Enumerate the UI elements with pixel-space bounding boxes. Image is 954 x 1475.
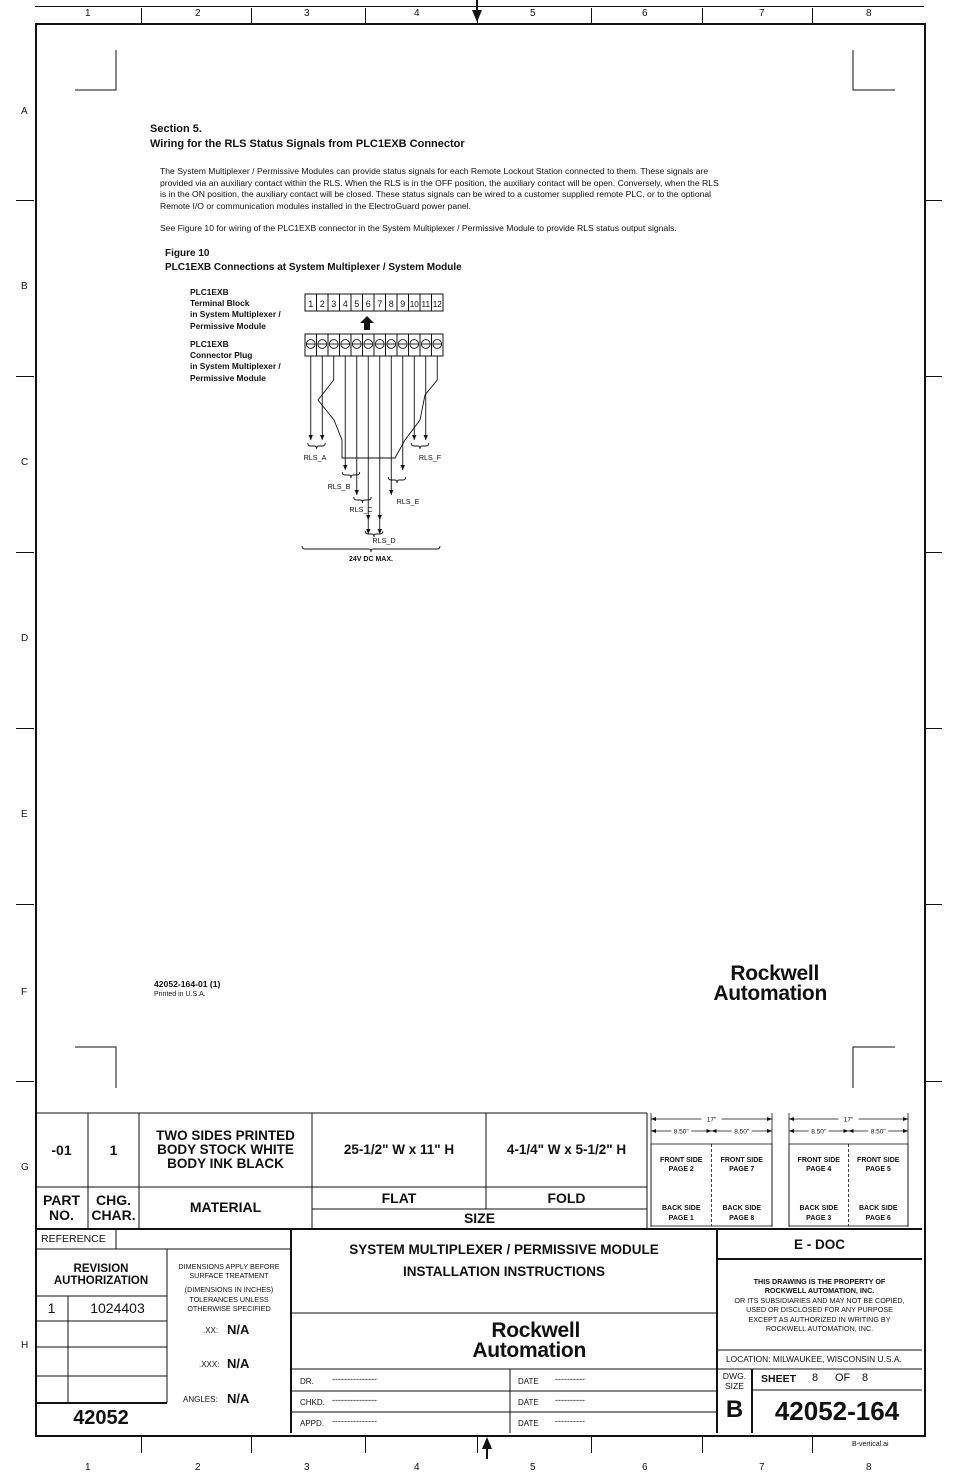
tolerance-angles-value: N/A <box>227 1391 250 1406</box>
column-label: 1 <box>85 8 91 19</box>
column-label: 8 <box>866 1462 872 1473</box>
location-text: LOCATION: MILWAUKEE, WISCONSIN U.S.A. <box>726 1354 902 1364</box>
drawn-by-label: DR. <box>300 1377 314 1386</box>
column-label: 7 <box>759 8 765 19</box>
fold-left-half-dim-arrow-icon <box>712 1129 717 1133</box>
logo-line: Automation <box>472 1338 586 1362</box>
fold-right-back-label: BACK SIDE <box>799 1205 839 1212</box>
revision-authorization-label <box>35 1260 167 1290</box>
revision-value: 1024403 <box>90 1300 145 1317</box>
fold-left-half-dim-arrow-icon <box>707 1129 712 1133</box>
tolerance-xxx-label: .XXX: <box>199 1360 220 1369</box>
notice-line: THIS DRAWING IS THE PROPERTY OF <box>753 1277 886 1286</box>
terminal-number: 11 <box>421 300 430 309</box>
logo-line: Automation <box>713 981 827 1005</box>
fold-left-half-dim-label: 8.50" <box>734 1128 750 1136</box>
terminal-number: 4 <box>342 299 348 309</box>
note-line: OTHERWISE SPECIFIED <box>187 1303 271 1313</box>
logo-line: Rockwell <box>491 1319 580 1342</box>
column-label: 7 <box>759 1462 765 1473</box>
label-line: PLC1EXB <box>190 339 229 349</box>
notice-line: ROCKWELL AUTOMATION, INC. <box>765 1324 874 1334</box>
column-label: 6 <box>642 8 648 19</box>
column-label: 2 <box>195 8 201 19</box>
material-line: TWO SIDES PRINTED <box>156 1127 295 1143</box>
column-label: 2 <box>195 1462 201 1473</box>
fold-left-half-dim-label: 8.50" <box>673 1128 689 1136</box>
drawn-by-value: --------------- <box>332 1374 377 1384</box>
date-value: ---------- <box>555 1374 585 1384</box>
paragraph-line: is in the ON position, the auxiliary contact will be closed. These status signals can be wired to a customer supplied remote PLC, or to the optional <box>160 189 712 199</box>
label-line: Permissive Module <box>190 320 266 331</box>
label-line: Connector Plug <box>190 350 253 361</box>
doc-id: 42052-164-01 (1) <box>154 979 221 989</box>
date-value: ---------- <box>555 1416 585 1426</box>
note-line: SURFACE TREATMENT <box>189 1271 269 1281</box>
chg-char-value: 1 <box>109 1141 118 1158</box>
rls-label: RLS_D <box>372 536 396 545</box>
terminal-number: 5 <box>354 299 360 309</box>
row-label: G <box>21 1162 29 1173</box>
notice-line: OR ITS SUBSIDIARIES AND MAY NOT BE COPIED, <box>734 1295 905 1305</box>
rls-label: RLS_F <box>418 453 442 462</box>
terminal-number: 8 <box>388 299 394 309</box>
row-label: H <box>21 1340 29 1351</box>
drawing-number: 42052-164 <box>774 1396 900 1427</box>
title-line: SYSTEM MULTIPLEXER / PERMISSIVE MODULE <box>349 1242 659 1257</box>
fold-right-half-dim-arrow-icon <box>844 1129 849 1133</box>
sheet-of-label: OF <box>835 1372 851 1384</box>
fold-left-half-dim-arrow-icon <box>651 1129 656 1133</box>
fold-left-total-dim-label: 17" <box>706 1116 717 1124</box>
label-line: Permissive Module <box>190 372 266 383</box>
voltage-label: 24V DC MAX. <box>349 556 393 563</box>
rls-label: RLS_B <box>327 482 351 491</box>
material-line: BODY INK BLACK <box>167 1156 284 1172</box>
notice-line: EXCEPT AS AUTHORIZED IN WRITING BY <box>748 1314 891 1324</box>
label-line: PART <box>42 1191 81 1208</box>
revision-number: 1 <box>47 1300 56 1317</box>
label-line: Terminal Block <box>190 298 250 309</box>
checked-by-label: CHKD. <box>300 1398 325 1407</box>
tolerance-xx-label: .XX: <box>203 1326 219 1335</box>
fold-size-value: 4-1/4" W x 5-1/2" H <box>506 1141 627 1157</box>
e-doc-label: E - DOC <box>793 1236 845 1252</box>
column-label: 3 <box>304 8 310 19</box>
fold-left-back-label: BACK SIDE <box>722 1205 762 1212</box>
dimensions-note <box>167 1262 291 1313</box>
paragraph-line: provided via an auxiliary contact within the RLS. When the RLS is in the OFF position, the auxiliary contact will be open. Conversely, when the RLS <box>160 177 719 188</box>
fold-label: FOLD <box>547 1189 586 1206</box>
terminal-number: 10 <box>409 300 419 309</box>
fold-left-back-label: BACK SIDE <box>661 1205 701 1212</box>
part-no-value: -01 <box>51 1141 72 1158</box>
label-line: in System Multiplexer / <box>190 361 281 372</box>
row-label: D <box>21 633 29 644</box>
note-line: DIMENSIONS APPLY BEFORE <box>178 1262 280 1271</box>
label-line: DWG. <box>722 1371 747 1381</box>
terminal-number: 3 <box>331 299 337 309</box>
approved-by-label: APPD. <box>300 1419 325 1428</box>
column-label: 1 <box>85 1462 91 1473</box>
material-label: MATERIAL <box>189 1199 262 1216</box>
dwg-size-label <box>717 1371 752 1391</box>
fold-left-half-dim-arrow-icon <box>767 1129 772 1133</box>
property-notice <box>717 1277 922 1333</box>
rls-label: RLS_C <box>349 505 373 514</box>
fold-right-half-dim-label: 8.50" <box>811 1128 827 1136</box>
logo-line: Rockwell <box>730 962 819 985</box>
fold-right-front-label: FRONT SIDE <box>797 1157 840 1164</box>
rockwell-logo-title-block <box>428 1321 586 1361</box>
row-label: B <box>21 281 28 292</box>
fold-left-front-label: PAGE 2 <box>668 1166 694 1173</box>
label-line: NO. <box>49 1206 74 1223</box>
fold-left-total-dim-arrow-icon <box>651 1117 656 1121</box>
section-subtitle: Wiring for the RLS Status Signals from PLC1EXB Connector <box>150 138 465 150</box>
row-label: A <box>21 106 28 117</box>
document-number: 42052 <box>73 1406 129 1429</box>
fold-right-front-label: PAGE 5 <box>865 1166 891 1173</box>
flat-label: FLAT <box>381 1189 417 1206</box>
title-line: INSTALLATION INSTRUCTIONS <box>403 1264 605 1279</box>
fold-left-back-label: PAGE 8 <box>729 1215 755 1222</box>
section-paragraph-2: See Figure 10 for wiring of the PLC1EXB connector in the System Multiplexer / Permissive Module to provide RLS status output signals. <box>160 223 677 233</box>
terminal-number: 1 <box>308 299 314 309</box>
date-label: DATE <box>518 1398 539 1407</box>
tolerance-xx-value: N/A <box>227 1322 250 1337</box>
sheet-total: 8 <box>862 1372 869 1384</box>
sheet-label: SHEET <box>761 1373 797 1385</box>
file-name: B-vertical.ai <box>852 1441 889 1448</box>
fold-right-half-dim-arrow-icon <box>789 1129 794 1133</box>
checked-by-value: --------------- <box>332 1395 377 1405</box>
rls-label: RLS_A <box>303 453 327 462</box>
column-label: 4 <box>414 1462 420 1473</box>
figure-label: Figure 10 <box>165 248 210 259</box>
fold-left-front-label: PAGE 7 <box>729 1166 755 1173</box>
fold-left-front-label: FRONT SIDE <box>720 1157 763 1164</box>
printed-note: Printed in U.S.A. <box>154 991 206 998</box>
terminal-number: 12 <box>432 300 442 309</box>
fold-right-back-label: BACK SIDE <box>858 1205 898 1212</box>
column-label: 8 <box>866 8 872 19</box>
terminal-number: 2 <box>319 299 325 309</box>
label-line: in System Multiplexer / <box>190 309 281 320</box>
notice-line: ROCKWELL AUTOMATION, INC. <box>764 1286 875 1296</box>
label-line: PLC1EXB <box>190 287 229 297</box>
fold-right-total-dim-label: 17" <box>843 1116 854 1124</box>
terminal-number: 9 <box>400 299 406 309</box>
drawing-title <box>291 1239 717 1283</box>
fold-right-half-dim-arrow-icon <box>849 1129 854 1133</box>
fold-right-front-label: FRONT SIDE <box>857 1157 900 1164</box>
flat-size-value: 25-1/2" W x 11" H <box>343 1141 455 1157</box>
fold-right-total-dim-arrow-icon <box>789 1117 794 1121</box>
rls-label: RLS_E <box>396 497 420 506</box>
row-label: F <box>21 987 28 998</box>
column-label: 3 <box>304 1462 310 1473</box>
tolerance-angles-label: ANGLES: <box>183 1395 218 1404</box>
column-label: 6 <box>642 1462 648 1473</box>
fold-right-half-dim-label: 8.50" <box>870 1128 886 1136</box>
row-label: E <box>21 809 28 820</box>
row-label: C <box>21 457 29 468</box>
date-value: ---------- <box>555 1395 585 1405</box>
terminal-number: 6 <box>365 299 371 309</box>
paragraph-line: Remote I/O or communication modules installed in the ElectroGuard power panel. <box>160 200 471 211</box>
note-line: TOLERANCES UNLESS <box>189 1294 269 1304</box>
figure-title: PLC1EXB Connections at System Multiplexer / System Module <box>165 262 462 273</box>
section-title: Section 5. <box>150 123 202 135</box>
date-label: DATE <box>518 1377 539 1386</box>
label-line: SIZE <box>724 1381 745 1391</box>
size-label: SIZE <box>463 1210 496 1227</box>
approved-by-value: --------------- <box>332 1416 377 1426</box>
label-line: REVISION <box>73 1262 129 1275</box>
fold-left-front-label: FRONT SIDE <box>660 1157 703 1164</box>
date-label: DATE <box>518 1419 539 1428</box>
label-line: AUTHORIZATION <box>53 1275 149 1287</box>
reference-label: REFERENCE <box>41 1233 106 1245</box>
paragraph-line: The System Multiplexer / Permissive Modules can provide status signals for each Remote Lockout Station connected to them. These signals are <box>160 166 709 176</box>
fold-right-total-dim-arrow-icon <box>903 1117 908 1121</box>
sheet-number: 8 <box>812 1372 819 1384</box>
label-line: CHG. <box>96 1191 131 1208</box>
fold-right-back-label: PAGE 3 <box>806 1215 832 1222</box>
terminal-number: 7 <box>377 299 383 309</box>
column-label: 5 <box>530 8 536 19</box>
label-line: CHAR. <box>91 1206 136 1223</box>
column-label: 5 <box>530 1462 536 1473</box>
fold-right-back-label: PAGE 6 <box>865 1215 891 1222</box>
note-line: (DIMENSIONS IN INCHES) <box>184 1285 274 1295</box>
column-label: 4 <box>414 8 420 19</box>
fold-left-back-label: PAGE 1 <box>668 1215 694 1222</box>
tolerance-xxx-value: N/A <box>227 1356 250 1371</box>
material-line: BODY STOCK WHITE <box>157 1141 294 1157</box>
fold-right-half-dim-arrow-icon <box>903 1129 908 1133</box>
fold-right-front-label: PAGE 4 <box>806 1166 832 1173</box>
notice-line: USED OR DISCLOSED FOR ANY PURPOSE <box>746 1305 893 1315</box>
fold-left-total-dim-arrow-icon <box>767 1117 772 1121</box>
dwg-size-value: B <box>725 1396 744 1424</box>
